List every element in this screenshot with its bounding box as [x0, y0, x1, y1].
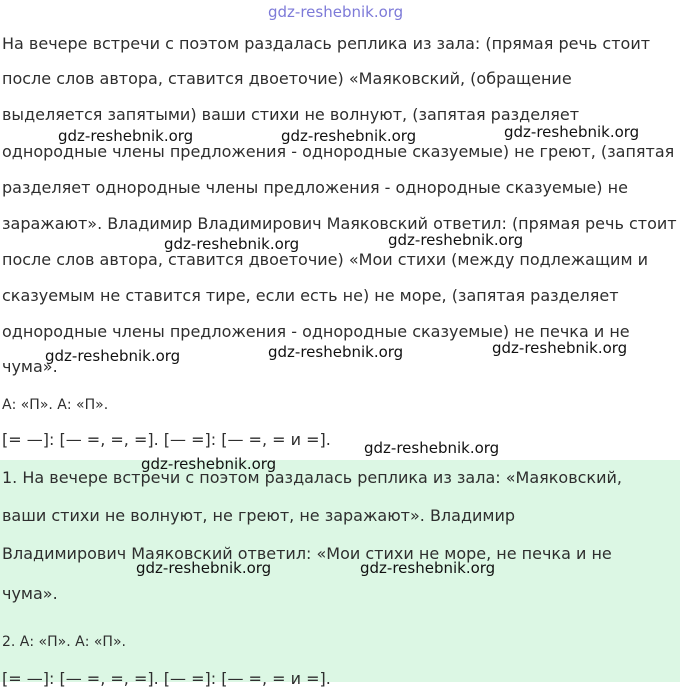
watermark: gdz-reshebnik.org: [364, 439, 500, 457]
watermark: gdz-reshebnik.org: [164, 235, 300, 253]
analysis-line-3: выделяется запятыми) ваши стихи не волнуют, (запятая разделяет: [2, 105, 580, 124]
analysis-line-5: разделяет однородные члены предложения - однородные сказуемые) не: [2, 178, 628, 197]
answer-line-4: чума».: [2, 584, 58, 603]
analysis-line-10: чума».: [2, 357, 58, 376]
answer-line-6: [= —]: [— =, =, =]. [— =]: [— =, = и =].: [2, 669, 331, 688]
watermark: gdz-reshebnik.org: [492, 339, 628, 357]
site-header-watermark: gdz-reshebnik.org: [268, 3, 404, 21]
answer-line-5: 2. А: «П». А: «П».: [2, 634, 126, 650]
analysis-line-9: однородные члены предложения - однородные сказуемые) не печка и не: [2, 322, 630, 341]
analysis-line-6: заражают». Владимир Владимирович Маяковский ответил: (прямая речь стоит: [2, 214, 677, 233]
watermark: gdz-reshebnik.org: [136, 559, 272, 577]
structure-line: [= —]: [— =, =, =]. [— =]: [— =, = и =].: [2, 430, 331, 449]
watermark: gdz-reshebnik.org: [360, 559, 496, 577]
analysis-line-8: сказуемым не ставится тире, если есть не) не море, (запятая разделяет: [2, 286, 619, 305]
answer-line-2: ваши стихи не волнуют, не греют, не заражают». Владимир: [2, 506, 516, 525]
watermark: gdz-reshebnik.org: [268, 343, 404, 361]
watermark: gdz-reshebnik.org: [504, 123, 640, 141]
watermark: gdz-reshebnik.org: [388, 231, 524, 249]
answer-line-3: Владимирович Маяковский ответил: «Мои стихи не море, не печка и не: [2, 544, 612, 563]
analysis-line-2: после слов автора, ставится двоеточие) «Маяковский, (обращение: [2, 69, 572, 88]
watermark: gdz-reshebnik.org: [58, 127, 194, 145]
analysis-line-1: На вечере встречи с поэтом раздалась реплика из зала: (прямая речь стоит: [2, 34, 651, 53]
analysis-line-4: однородные члены предложения - однородные сказуемые) не греют, (запятая: [2, 142, 675, 161]
watermark: gdz-reshebnik.org: [281, 127, 417, 145]
watermark: gdz-reshebnik.org: [45, 347, 181, 365]
analysis-line-7: после слов автора, ставится двоеточие) «Мои стихи (между подлежащим и: [2, 250, 648, 269]
answer-line-1: 1. На вечере встречи с поэтом раздалась реплика из зала: «Маяковский,: [2, 468, 622, 487]
scheme-line: А: «П». А: «П».: [2, 397, 109, 413]
watermark: gdz-reshebnik.org: [141, 455, 277, 473]
